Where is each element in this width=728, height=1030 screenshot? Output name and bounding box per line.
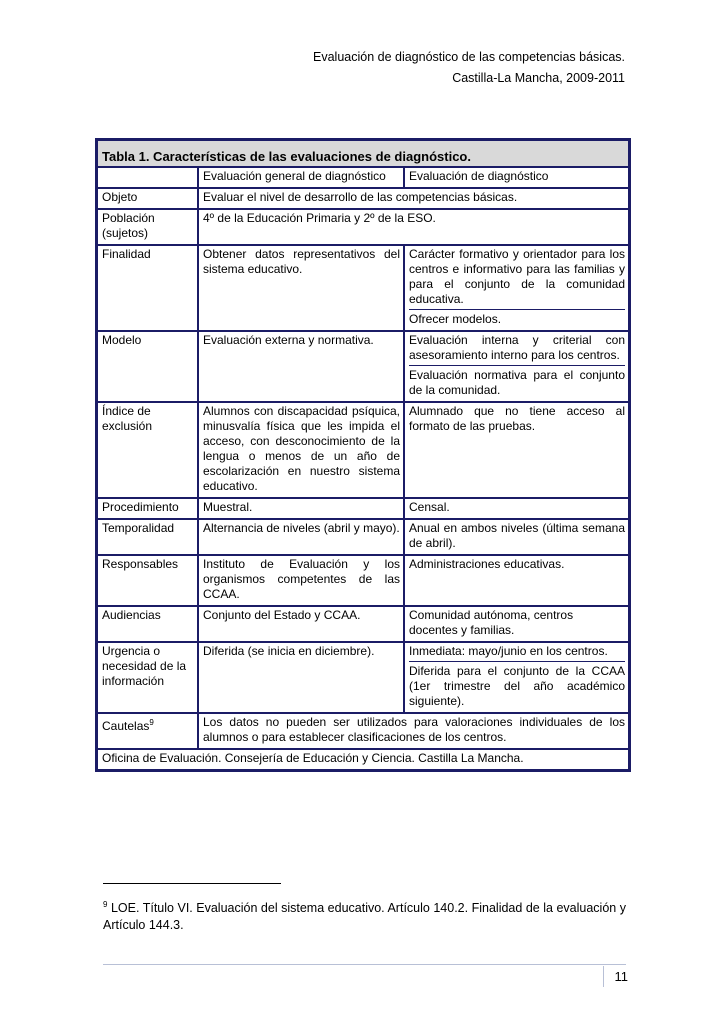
page-number: 11 (603, 966, 628, 987)
finalidad-general: Obtener datos representativos del sistema educativo. (197, 246, 403, 332)
finalidad-diagnostico (403, 246, 628, 332)
footnote-mark: 9 (103, 900, 108, 909)
row-label-audiencias: Audiencias (98, 607, 197, 643)
row-label-procedimiento: Procedimiento (98, 499, 197, 520)
footnote (103, 896, 626, 934)
row-label-finalidad: Finalidad (98, 246, 197, 332)
responsables-diagnostico: Administraciones educativas. (403, 556, 628, 607)
row-label-responsables: Responsables (98, 556, 197, 607)
column-header-diagnostico: Evaluación de diagnóstico (403, 168, 628, 189)
footnote-reference: 9 (149, 718, 154, 727)
urgencia-diagnostico-2: Diferida para el conjunto de la CCAA (1er trimestre del año académico siguiente). (409, 661, 625, 709)
audiencias-diagnostico: Comunidad autónoma, centros docentes y familias. (403, 607, 628, 643)
modelo-diagnostico-2: Evaluación normativa para el conjunto de la comunidad. (409, 365, 625, 398)
table-title: Tabla 1. Características de las evaluaciones de diagnóstico. (98, 141, 628, 168)
responsables-general: Instituto de Evaluación y los organismos competentes de las CCAA. (197, 556, 403, 607)
finalidad-diagnostico-1: Carácter formativo y orientador para los centros e informativo para las familias y para el conjunto de la comunidad educativa. (409, 247, 625, 306)
modelo-diagnostico (403, 332, 628, 403)
temporalidad-general: Alternancia de niveles (abril y mayo). (197, 520, 403, 556)
footnote-separator (103, 883, 281, 884)
row-label-urgencia: Urgencia o necesidad de la información (98, 643, 197, 714)
modelo-general: Evaluación externa y normativa. (197, 332, 403, 403)
procedimiento-diagnostico: Censal. (403, 499, 628, 520)
temporalidad-diagnostico: Anual en ambos niveles (última semana de abril). (403, 520, 628, 556)
urgencia-general: Diferida (se inicia en diciembre). (197, 643, 403, 714)
poblacion-value: 4º de la Educación Primaria y 2º de la ESO. (197, 210, 628, 246)
objeto-value: Evaluar el nivel de desarrollo de las competencias básicas. (197, 189, 628, 210)
row-label-poblacion: Población (sujetos) (98, 210, 197, 246)
running-header-subtitle: Castilla-La Mancha, 2009-2011 (452, 71, 625, 85)
column-header-general: Evaluación general de diagnóstico (197, 168, 403, 189)
characteristics-table (95, 138, 631, 772)
running-header-title: Evaluación de diagnóstico de las competencias básicas. (313, 50, 625, 64)
row-label-temporalidad: Temporalidad (98, 520, 197, 556)
indice-general: Alumnos con discapacidad psíquica, minusvalía física que les impida el acceso, con desconocimiento de la lengua o menos de un año de escolarización en nuestro sistema educativo. (197, 403, 403, 499)
indice-diagnostico: Alumnado que no tiene acceso al formato de las pruebas. (403, 403, 628, 499)
row-label-cautelas (98, 714, 197, 750)
row-label-indice-exclusion: Índice de exclusión (98, 403, 197, 499)
cautelas-value: Los datos no pueden ser utilizados para valoraciones individuales de los alumnos o para establecer clasificaciones de los centros. (197, 714, 628, 750)
procedimiento-general: Muestral. (197, 499, 403, 520)
modelo-diagnostico-1: Evaluación interna y criterial con asesoramiento interno para los centros. (409, 333, 625, 362)
cautelas-label-text: Cautelas (102, 719, 150, 733)
footer-rule (103, 964, 626, 965)
footnote-text: LOE. Título VI. Evaluación del sistema educativo. Artículo 140.2. Finalidad de la evaluación y Artículo 144.3. (103, 901, 626, 933)
table-cell (98, 168, 197, 189)
urgencia-diagnostico-1: Inmediata: mayo/junio en los centros. (409, 644, 608, 658)
audiencias-general: Conjunto del Estado y CCAA. (197, 607, 403, 643)
row-label-objeto: Objeto (98, 189, 197, 210)
row-label-modelo: Modelo (98, 332, 197, 403)
table-source: Oficina de Evaluación. Consejería de Educación y Ciencia. Castilla La Mancha. (102, 751, 524, 765)
finalidad-diagnostico-2: Ofrecer modelos. (409, 309, 625, 327)
urgencia-diagnostico (403, 643, 628, 714)
